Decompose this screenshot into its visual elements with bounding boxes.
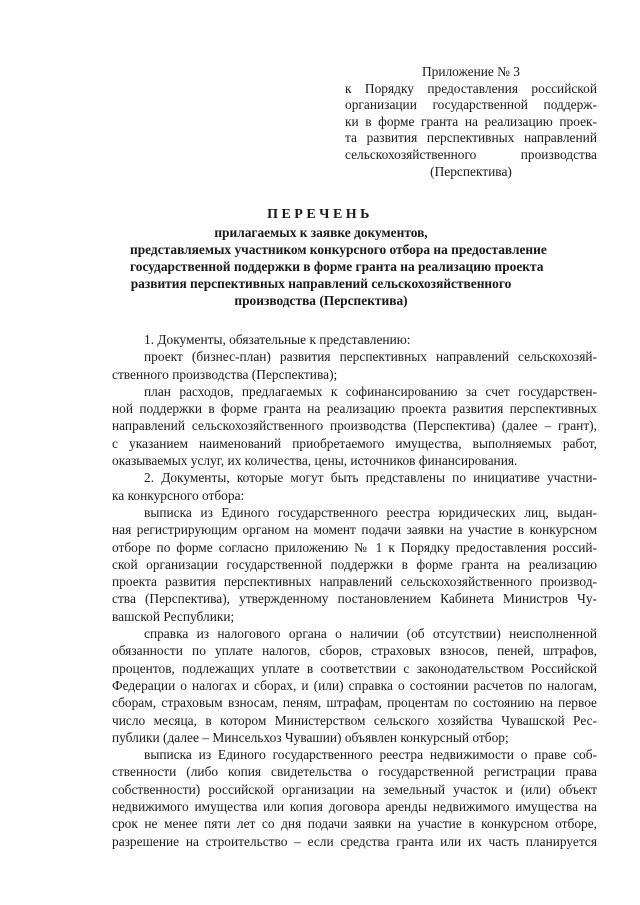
document-title: ПЕРЕЧЕНЬ bbox=[267, 207, 373, 222]
subtitle-line: развития перспективных направлений сельскохозяйственного bbox=[130, 275, 512, 291]
document-body bbox=[112, 331, 597, 850]
appendix-line: организации государственной поддерж- bbox=[345, 97, 597, 113]
body-line: срок не менее пяти лет со дня подачи заявки на участие в конкурсном отборе, bbox=[112, 816, 597, 832]
body-line: обязанности по уплате налогов, сборов, страховых взносов, пеней, штрафов, bbox=[112, 643, 597, 659]
appendix-line: сельскохозяйственного производства bbox=[345, 146, 597, 162]
body-line: ная регистрирующим органом на момент подачи заявки на участие в конкурсном bbox=[112, 522, 597, 538]
body-line: проект (бизнес-план) развития перспективных направлений сельскохозяй- bbox=[144, 349, 597, 365]
subtitle-line: представляемых участником конкурсного отбора на предоставление bbox=[130, 241, 547, 257]
body-line: собственности) российской организации на земельный участок и (или) объект bbox=[112, 781, 597, 797]
body-line: разрешение на строительство – если средства гранта или их часть планируется bbox=[112, 833, 597, 849]
appendix-line: к Порядку предоставления российской bbox=[345, 80, 597, 96]
subtitle-line: производства (Перспектива) bbox=[234, 292, 408, 308]
body-line: процентов, подлежащих уплате в соответствии с законодательством Российской bbox=[112, 660, 597, 676]
appendix-line: (Перспектива) bbox=[430, 163, 512, 179]
body-line: сборам, страховым взносам, пеням, штрафам, процентам по состоянию на первое bbox=[112, 695, 597, 711]
body-line: публики (далее – Минсельхоз Чувашии) объявлен конкурсный отбор; bbox=[112, 729, 509, 745]
body-line: ственности (либо копия свидетельства о государственной регистрации права bbox=[112, 764, 597, 780]
body-line: план расходов, предлагаемых к софинансированию за счет государствен- bbox=[144, 383, 597, 399]
body-line: ской организации государственной поддержки в форме гранта на реализацию bbox=[112, 556, 597, 572]
subtitle-line: государственной поддержки в форме гранта на реализацию проекта bbox=[130, 258, 544, 274]
body-line: Федерации о налогах и сборах, и (или) справка о состоянии расчетов по налогам, bbox=[112, 677, 597, 693]
body-line: справка из налогового органа о наличии (об отсутствии) неисполненной bbox=[144, 626, 597, 642]
body-line: ной поддержки в форме гранта на реализацию проекта развития перспективных bbox=[112, 401, 597, 417]
appendix-header bbox=[345, 64, 597, 180]
subtitle-line: прилагаемых к заявке документов, bbox=[214, 225, 428, 240]
body-line: недвижимого имущества или копия договора аренды недвижимого имущества на bbox=[112, 799, 597, 815]
body-line: число месяца, в котором Министерством сельского хозяйства Чувашской Рес- bbox=[112, 712, 597, 728]
body-line: оказываемых услуг, их количества, цены, источников финансирования. bbox=[112, 453, 518, 469]
body-line: выписка из Единого государственного реестра юридических лиц, выдан- bbox=[144, 504, 597, 520]
document-subtitle bbox=[130, 225, 547, 310]
appendix-line: Приложение № 3 bbox=[421, 64, 521, 79]
body-line: направлений сельскохозяйственного производства (Перспектива) (далее – грант), bbox=[112, 418, 597, 434]
body-line: 1. Документы, обязательные к представлению: bbox=[144, 332, 411, 347]
body-line: ства (Перспектива), утвержденному постановлением Кабинета Министров Чу- bbox=[112, 591, 597, 607]
appendix-line: ки в форме гранта на реализацию проек- bbox=[345, 113, 597, 129]
body-line: ка конкурсного отбора: bbox=[112, 487, 245, 503]
body-line: проекта развития перспективных направлений сельскохозяйственного производ- bbox=[112, 574, 597, 590]
body-line: 2. Документы, которые могут быть представлены по инициативе участни- bbox=[144, 470, 597, 486]
body-line: ственного производства (Перспектива); bbox=[112, 366, 338, 382]
appendix-line: та развития перспективных направлений bbox=[345, 130, 597, 146]
body-line: с указанием наименований приобретаемого имущества, выполняемых работ, bbox=[112, 435, 597, 451]
body-line: выписка из Единого государственного реестра недвижимости о праве соб- bbox=[144, 747, 597, 763]
body-line: отборе по форме согласно приложению № 1 к Порядку предоставления россий- bbox=[112, 539, 597, 555]
body-line: вашской Республики; bbox=[112, 608, 235, 624]
